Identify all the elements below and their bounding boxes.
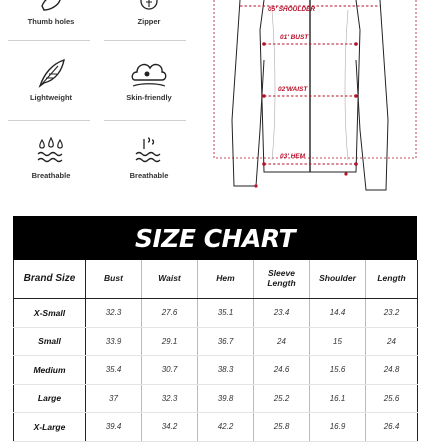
table-cell: 36.7: [198, 327, 254, 356]
table-cell: 23.4: [254, 299, 310, 328]
table-cell: 38.3: [198, 356, 254, 385]
table-cell: 25.8: [254, 413, 310, 442]
size-cell: X-Small: [14, 299, 86, 328]
table-cell: 24.6: [254, 356, 310, 385]
table-cell: 33.9: [86, 327, 142, 356]
divider: [104, 120, 186, 121]
jacket-measurement-diagram: [210, 0, 430, 195]
feature-thumb-holes: [6, 0, 96, 26]
size-cell: Medium: [14, 356, 86, 385]
table-cell: 16.9: [310, 413, 366, 442]
header-shoulder: Shoulder: [310, 260, 366, 299]
table-row: [14, 413, 418, 442]
table-cell: 24.8: [366, 356, 418, 385]
header-length: Length: [366, 260, 418, 299]
size-chart-title: SIZE CHART: [13, 216, 417, 260]
divider: [8, 40, 90, 41]
hem-label: 03' HEM: [280, 153, 306, 160]
header-brand-size: Brand Size: [14, 260, 86, 299]
table-cell: 42.2: [198, 413, 254, 442]
table-cell: 35.1: [198, 299, 254, 328]
table-row: [14, 327, 418, 356]
table-cell: 29.1: [142, 327, 198, 356]
divider: [104, 40, 186, 41]
feature-label: Thumb holes: [27, 17, 75, 26]
bust-label: 01' BUST: [280, 34, 309, 41]
table-cell: 14.4: [310, 299, 366, 328]
size-cell: Small: [14, 327, 86, 356]
feather-icon: [34, 56, 68, 90]
table-row: [14, 384, 418, 413]
table-cell: 16.1: [310, 384, 366, 413]
feature-label: Lightweight: [29, 93, 73, 102]
feature-zipper: [104, 0, 194, 26]
header-hem: Hem: [198, 260, 254, 299]
feature-breathable-2: [104, 136, 194, 180]
table-header-row: [14, 260, 418, 299]
jacket-illustration: [210, 0, 430, 195]
water-drops-icon: [34, 136, 68, 168]
air-flow-icon: [132, 136, 166, 168]
table-cell: 26.4: [366, 413, 418, 442]
waist-label: 02'WAIST: [278, 86, 308, 93]
divider: [8, 120, 90, 121]
table-cell: 35.4: [86, 356, 142, 385]
table-cell: 15.6: [310, 356, 366, 385]
zipper-icon: [134, 0, 164, 14]
shoulder-label: 05' SHOULDER: [268, 6, 316, 13]
table-cell: 25.6: [366, 384, 418, 413]
header-bust: Bust: [86, 260, 142, 299]
table-cell: 23.2: [366, 299, 418, 328]
table-cell: 32.3: [86, 299, 142, 328]
feature-label: Breathable: [129, 171, 169, 180]
feature-breathable-1: [6, 136, 96, 180]
table-cell: 25.2: [254, 384, 310, 413]
features-panel: [0, 0, 200, 200]
table-cell: 30.7: [142, 356, 198, 385]
header-waist: Waist: [142, 260, 198, 299]
table-cell: 24: [366, 327, 418, 356]
feature-lightweight: [6, 56, 96, 102]
feature-label: Zipper: [137, 17, 161, 26]
feature-label: Breathable: [31, 171, 71, 180]
thumb-hole-icon: [36, 0, 66, 14]
table-cell: 34.2: [142, 413, 198, 442]
size-cell: Large: [14, 384, 86, 413]
size-table: [13, 260, 418, 442]
header-sleeve-length: Sleeve Length: [254, 260, 310, 299]
table-cell: 39.4: [86, 413, 142, 442]
feature-skin-friendly: [104, 56, 194, 102]
table-cell: 24: [254, 327, 310, 356]
size-cell: X-Large: [14, 413, 86, 442]
skin-cloud-icon: [129, 56, 169, 90]
table-row: [14, 356, 418, 385]
table-cell: 37: [86, 384, 142, 413]
table-cell: 15: [310, 327, 366, 356]
size-chart: [13, 216, 417, 430]
table-cell: 32.3: [142, 384, 198, 413]
feature-label: Skin-friendly: [126, 93, 172, 102]
table-cell: 27.6: [142, 299, 198, 328]
table-row: [14, 299, 418, 328]
table-cell: 39.8: [198, 384, 254, 413]
